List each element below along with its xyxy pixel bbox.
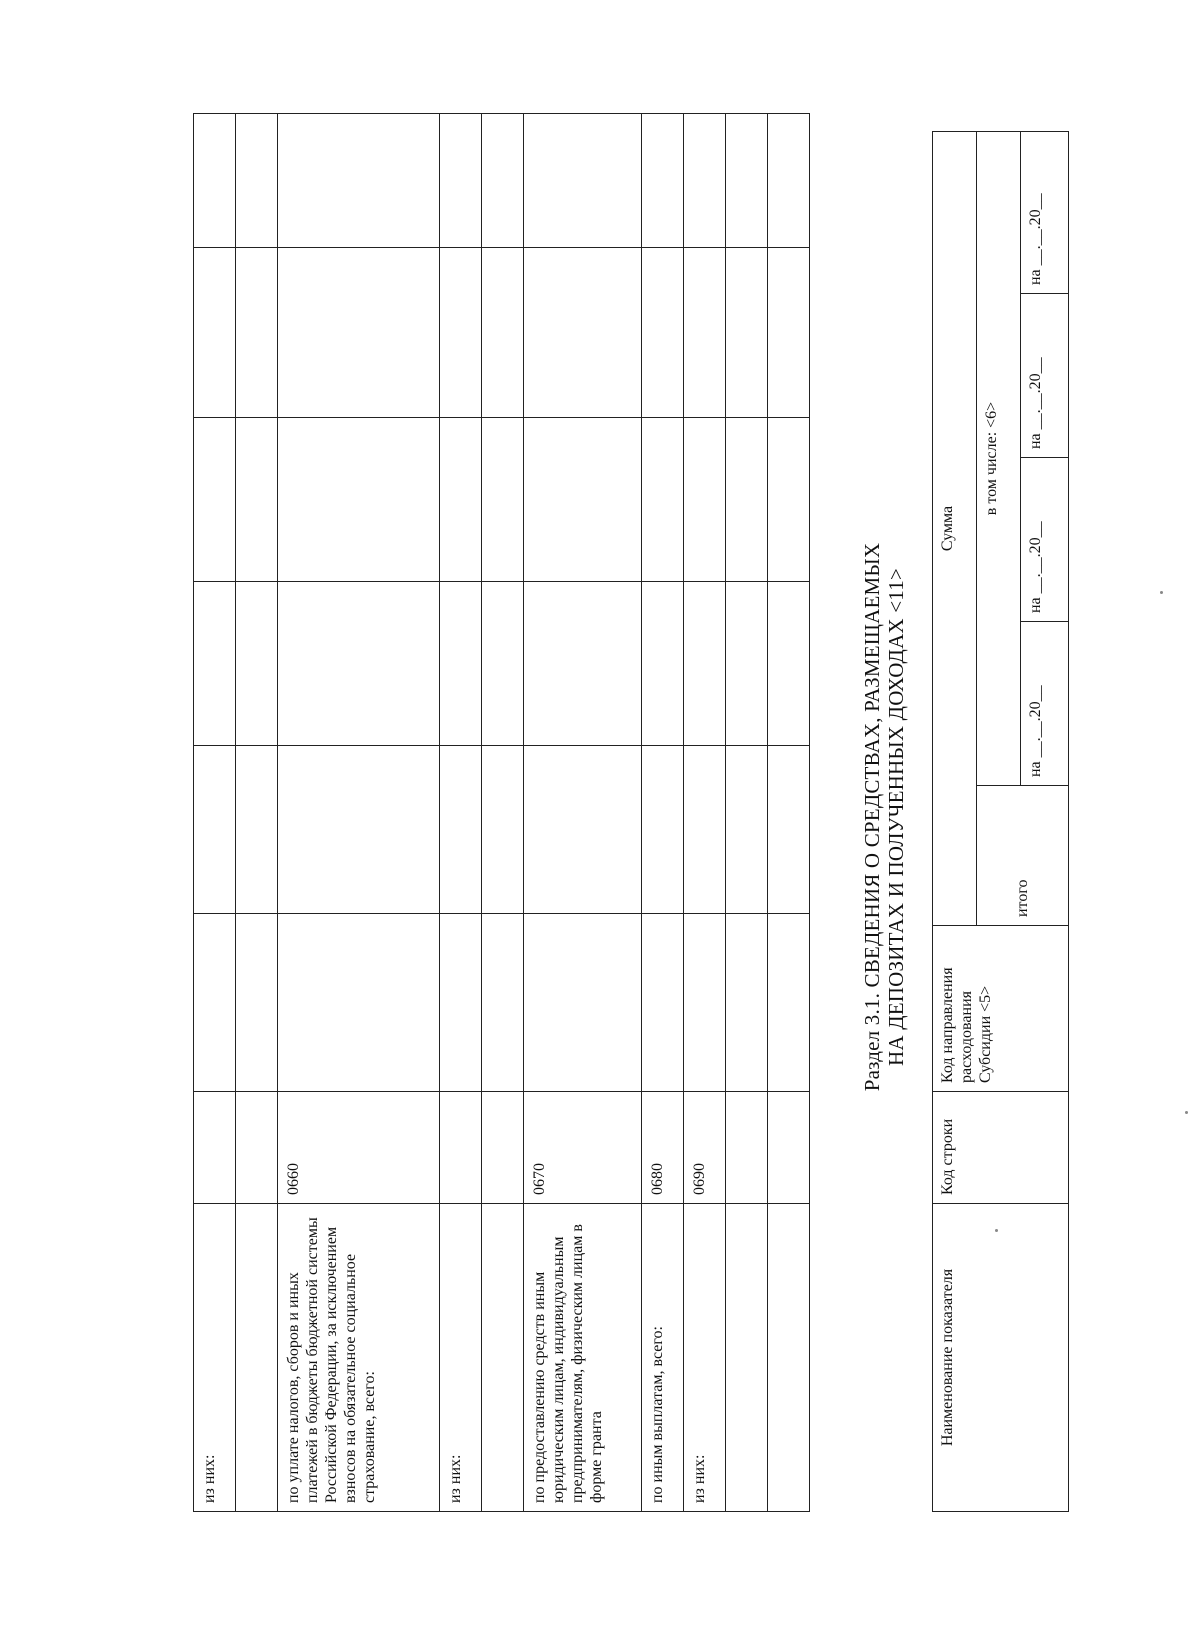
header-date-4: на __.__.20__ bbox=[1021, 132, 1069, 294]
header-sum: Сумма bbox=[933, 132, 977, 926]
table-row bbox=[768, 114, 810, 1512]
row-label: по иным выплатам, всего: bbox=[642, 1204, 684, 1512]
deposits-table bbox=[932, 131, 1069, 1512]
row-label: по уплате налогов, сборов и иных платежей в бюджеты бюджетной системы Российской Федерации, за исключением взносов на обязательное социальное страхование, всего: bbox=[278, 1204, 440, 1512]
header-including: в том числе: <6> bbox=[977, 132, 1021, 786]
row-code: 0690 bbox=[684, 1092, 726, 1204]
row-label bbox=[768, 1204, 810, 1512]
header-indicator-name: Наименование показателя bbox=[933, 1204, 1069, 1512]
continuation-table bbox=[193, 113, 810, 1512]
row-label: из них: bbox=[440, 1204, 482, 1512]
table-row bbox=[684, 114, 726, 1512]
table-row bbox=[236, 114, 278, 1512]
row-label: по предоставлению средств иным юридическим лицам, индивидуальным предпринимателям, физическим лицам в форме гранта bbox=[524, 1204, 642, 1512]
table-row bbox=[524, 114, 642, 1512]
section-title-line2: НА ДЕПОЗИТАХ И ПОЛУЧЕННЫХ ДОХОДАХ <11> bbox=[884, 568, 908, 1066]
section-heading bbox=[860, 0, 908, 1634]
row-code: 0660 bbox=[278, 1092, 440, 1204]
scan-speck bbox=[995, 1229, 998, 1232]
row-label bbox=[726, 1204, 768, 1512]
table-row bbox=[726, 114, 768, 1512]
row-code bbox=[482, 1092, 524, 1204]
header-line-code: Код строки bbox=[933, 1092, 1069, 1204]
scan-speck bbox=[1185, 1111, 1188, 1114]
row-label bbox=[482, 1204, 524, 1512]
header-total: итого bbox=[977, 786, 1069, 926]
row-label: из них: bbox=[684, 1204, 726, 1512]
table-row bbox=[440, 114, 482, 1512]
table-row bbox=[194, 114, 236, 1512]
header-date-3: на __.__.20__ bbox=[1021, 294, 1069, 458]
header-date-1: на __.__.20__ bbox=[1021, 622, 1069, 786]
row-code bbox=[726, 1092, 768, 1204]
header-date-2: на __.__.20__ bbox=[1021, 458, 1069, 622]
header-direction-code: Код направления расходования Субсидии <5> bbox=[933, 926, 1069, 1092]
table-row bbox=[482, 114, 524, 1512]
section-title-line1: Раздел 3.1. СВЕДЕНИЯ О СРЕДСТВАХ, РАЗМЕЩАЕМЫХ bbox=[860, 542, 884, 1092]
row-code bbox=[194, 1092, 236, 1204]
row-code: 0680 bbox=[642, 1092, 684, 1204]
row-code bbox=[768, 1092, 810, 1204]
row-label: из них: bbox=[194, 1204, 236, 1512]
table-row bbox=[642, 114, 684, 1512]
row-code: 0670 bbox=[524, 1092, 642, 1204]
row-code bbox=[236, 1092, 278, 1204]
scan-speck bbox=[1160, 591, 1163, 594]
table-row bbox=[278, 114, 440, 1512]
row-label bbox=[236, 1204, 278, 1512]
row-code bbox=[440, 1092, 482, 1204]
